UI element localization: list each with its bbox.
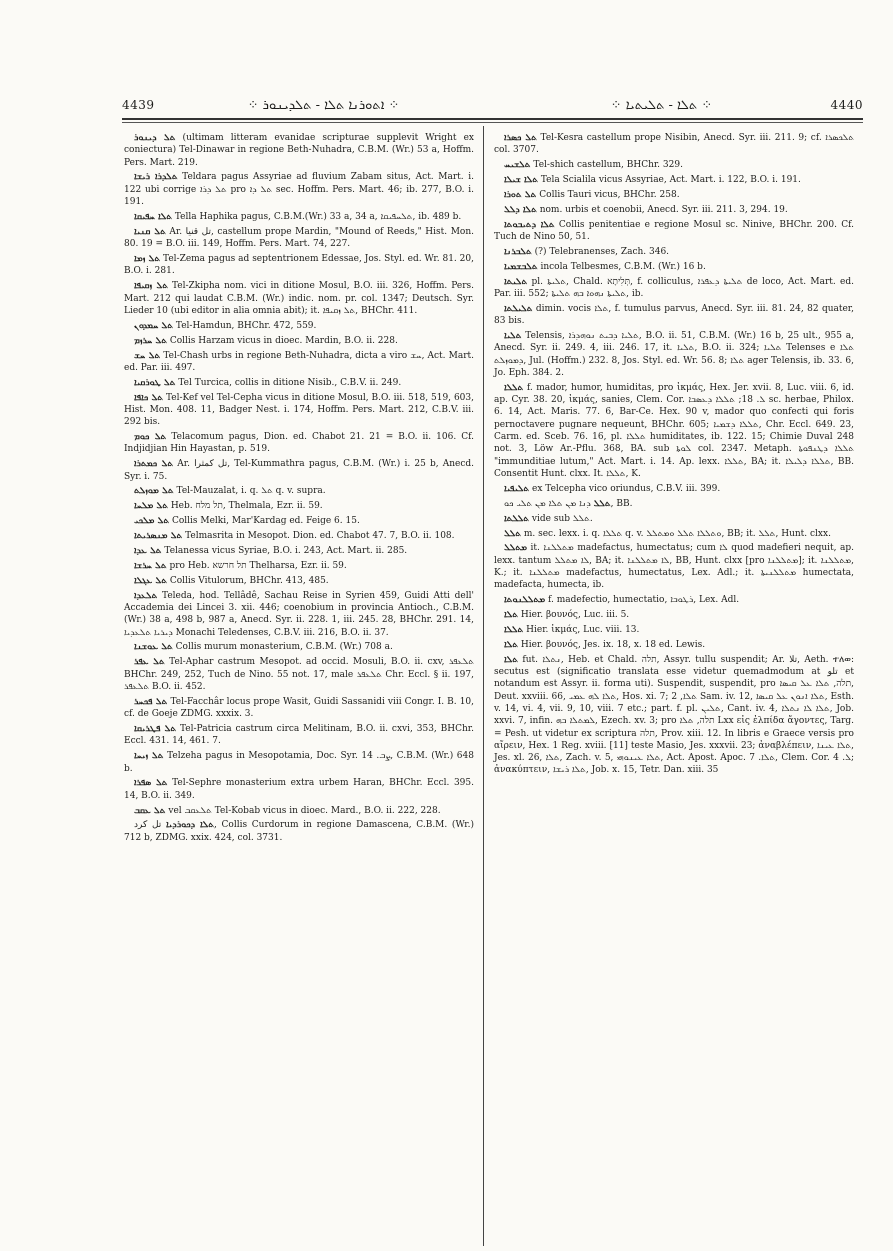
dictionary-entry xyxy=(124,392,474,429)
entry-text: Hier. ἰκμάς, Luc. viii. 13. xyxy=(523,624,640,635)
entry-text: Ar. تل كمثرا, Tel-Kummathra pagus, C.B.M. (Wr.) i. 25 b, Anecd. Syr. i. 75. xyxy=(124,459,475,482)
entry-headword: ܬܠ ܩܢܝܐ xyxy=(134,226,166,237)
entry-headword: ܬܠܒܪܢܐ xyxy=(504,246,532,257)
dictionary-entry xyxy=(124,575,474,587)
entry-headword: ܡܬܠܠܢܘܬܐ xyxy=(504,595,546,606)
entry-headword: ܬܠܝܦܝܐ xyxy=(504,483,530,494)
entry-headword: ܬܠܐ ܫܝܠܐ xyxy=(504,175,538,186)
entry-headword: ܬܠܒܫܡܝܐ xyxy=(504,261,538,272)
dictionary-entry xyxy=(124,530,474,542)
entry-headword: ܬܠܐ xyxy=(504,610,518,621)
entry-text: Telensis, ܬܠܝܐ ܕܒܝܬ ܢܘܗܕܪܐ, B.O. ii. 51, C.B.M. (Wr.) 16 b, 25 ult., 955 a, Anecd. Syr. ii. 249. 4, iii. 246. 17, it. ܬܠܝܐ, B.O. ii. 324; ܬܠܝܐ Telenses e ܬܠܐ ܕܡܘܙܠܬ, Jul. (Hoffm.) 232. 8, Jos. Styl. ed. Wr. 56. 8; ܬܠܐ ager Telensis, ib. 33. 6, Jo. Eph. 384. 2. xyxy=(494,331,854,378)
entry-headword: ܬܠܠܐ xyxy=(504,624,524,635)
entry-headword: ܬܠ ܦܛܪܝܩܐ xyxy=(134,724,177,735)
entry-text: Teldara pagus Assyriae ad fluvium Zabam situs, Act. Mart. i. 122 ubi corrige ܬܠ ܕܪܐ pro ܬܠ ܕܐ sec. Hoffm. Pers. Mart. 46; ib. 277, B.O. i. 191. xyxy=(124,172,474,208)
dictionary-entry xyxy=(124,750,474,775)
entry-headword: ܬܠ ܚܡܕܘܢ xyxy=(134,320,174,331)
dictionary-entry xyxy=(494,483,854,495)
entry-headword: ܬܠ ܚܪܙܡ xyxy=(134,335,167,346)
entry-text: Heb. תל מלח, Thelmala, Ezr. ii. 59. xyxy=(167,501,323,512)
entry-headword: ܬܠ ܟܐܦܐ xyxy=(134,392,164,403)
dictionary-entry xyxy=(494,654,854,777)
header-left xyxy=(122,98,493,113)
entry-text: Tel Turcica, collis in ditione Nisib., C.B.V. ii. 249. xyxy=(175,377,402,388)
entry-text: Telacomum pagus, Dion. ed. Chabot 21. 21 = B.O. ii. 106. Cf. Indjidjian Hin Hayastan, p. 519. xyxy=(124,432,475,455)
header-double-rule xyxy=(122,122,863,123)
entry-text: vide sub ܬܠܠ. xyxy=(529,513,593,524)
header-right xyxy=(493,98,864,113)
dictionary-entry xyxy=(494,261,854,273)
entry-headword: ܬܠ ܡܠܚܐ xyxy=(134,501,168,512)
entry-headword: ܬܠ ܥܩܒ xyxy=(134,805,166,816)
entry-text: Tel-Mauzalat, i. q. ܬܠ q. v. supra. xyxy=(173,486,326,497)
left-column xyxy=(124,132,474,847)
dictionary-entry xyxy=(494,498,854,510)
dictionary-entry xyxy=(494,219,854,244)
dictionary-entry xyxy=(494,159,854,171)
dictionary-entry xyxy=(494,639,854,651)
dictionary-entry xyxy=(124,777,474,802)
dictionary-entry xyxy=(124,377,474,389)
dictionary-entry xyxy=(494,189,854,201)
entry-headword: ܬܠܝܬܐ xyxy=(504,276,528,287)
entry-text: incola Telbesmes, C.B.M. (Wr.) 16 b. xyxy=(537,261,706,272)
entry-text: Tela Scialila vicus Assyriae, Act. Mart. i. 122, B.O. i. 191. xyxy=(538,175,801,186)
entry-text: Tel-Zema pagus ad septentrionem Edessae, Jos. Styl. ed. Wr. 81. 20, B.O. i. 281. xyxy=(124,254,474,277)
entry-headword: ܡܬܠܠ xyxy=(504,543,528,554)
entry-headword: ܬܠ ܙܩܝܦܐ xyxy=(134,281,168,292)
entry-text: Collis Harzam vicus in dioec. Mardin, B.O. ii. 228. xyxy=(166,335,398,346)
entry-headword: ܬܠܠܐ xyxy=(504,382,524,393)
dictionary-entry xyxy=(494,303,854,328)
dictionary-entry xyxy=(124,211,474,223)
entry-headword: ܬܠ ܟܘܡ xyxy=(134,432,167,443)
entry-headword: ܬܠ ܬܘܪܐ xyxy=(504,189,537,200)
entry-headword: ܬܠܫܝܚ xyxy=(504,160,531,171)
entry-headword: ܬܠ ܚܪܫܐ xyxy=(134,560,167,571)
entry-headword: ܬܠܐ xyxy=(504,654,518,665)
entry-text: Tella Haphika pagus, C.B.M.(Wr.) 33 a, 34 a, ܬܠܚܦܝܩܐ, ib. 489 b. xyxy=(172,211,462,222)
dictionary-entry xyxy=(494,609,854,621)
entry-text: (ultimam litteram evanidae scripturae supplevit Wright ex coniectura) Tel-Dinawar in regione Beth-Nuhadra, C.B.M. (Wr.) 53 a, Hoffm. Pers. Mart. 219. xyxy=(124,133,474,168)
entry-headword: ܬܠܕܪܐ ܪܝܫܐ xyxy=(134,172,178,183)
dictionary-entry xyxy=(124,723,474,748)
entry-headword: ܬܠܝܠܬܐ xyxy=(504,303,533,314)
entry-headword: ܬܠ ܥܘܫܢܐ xyxy=(134,642,173,653)
entry-headword: ܬܠ ܛܘܪܩܝܐ xyxy=(134,377,176,388)
dictionary-entry xyxy=(494,528,854,540)
dictionary-entry xyxy=(494,513,854,525)
entry-text: Telzeha pagus in Mesopotamia, Doc. Syr. ܨܒ. 14, C.B.M. (Wr.) 648 b. xyxy=(124,751,474,774)
dictionary-entry xyxy=(124,458,474,483)
entry-headword: ܬܠܐ xyxy=(504,639,518,650)
entry-text: Collis Melki, Mar'Kardag ed. Feige 6. 15. xyxy=(169,516,360,527)
dictionary-entry xyxy=(494,204,854,216)
entry-text: Tel-shich castellum, BHChr. 329. xyxy=(530,160,683,171)
entry-headword: ܬܠܐ ܚܦܝܩܐ xyxy=(134,211,172,222)
entry-headword: ܬܠ ܣܦܪܐ xyxy=(134,778,168,789)
dictionary-entry xyxy=(494,624,854,636)
dictionary-entry xyxy=(124,656,474,693)
entry-text: ex Telcepha vico oriundus, C.B.V. iii. 399. xyxy=(529,483,721,494)
left-page-number: 4439 xyxy=(122,98,155,112)
dictionary-entry xyxy=(124,431,474,456)
dictionary-entry xyxy=(124,171,474,208)
entry-headword: ܬܠ ܙܝܚܐ xyxy=(134,751,164,762)
dictionary-entry xyxy=(124,350,474,375)
entry-headword: ܬܠ ܡܢܣܪܝܬܐ xyxy=(134,531,183,542)
entry-text: Collis Vitulorum, BHChr. 413, 485. xyxy=(166,575,329,586)
dictionary-entry xyxy=(124,819,474,844)
entry-text: (?) Telebranenses, Zach. 346. xyxy=(531,246,670,257)
entry-headword: ܬܠܐ ܕܟܘܪܕܝܐ xyxy=(165,820,214,831)
entry-text: Ar. تل قنيا, castellum prope Mardin, "Mound of Reeds," Hist. Mon. 80. 19 = B.O. iii. 149, Hoffm. Pers. Mart. 74, 227. xyxy=(124,226,474,250)
entry-text: pl. ܬܠܝܬܐ, Chald. תְּלִיתָא, f. colliculus, ܬܠܝܬܐ ܕܥܦܪܐ de loco, Act. Mart. ed. Par. iii. 552; ܬܠܝܬܐ ܢܗܘܐ ܒܗ ܬܠܝܬܐ, ib. xyxy=(494,276,854,300)
dictionary-entry xyxy=(494,542,854,591)
entry-text: تل كرد, Collis Curdorum in regione Damascena, C.B.M. (Wr.) 712 b, ZDMG. xxix. 424, col. 3731. xyxy=(124,820,474,843)
entry-headword: ܬܠ ܟܡܬܪܐ xyxy=(134,459,174,470)
entry-text: Teleda, hod. Tellâdê, Sachau Reise in Syrien 459, Guidi Atti dell' Accademia dei Lincei 3. xii. 446; coenobium in provincia Antioch., C.B.M. (Wr.) 38 a, 498 b, 987 a, Anecd. Syr. ii. 228. 1, iii. 245. 28, BHChr. 291. 14, ܕܝܪܝܐ ܬܠܥܕܝܐ Monachi Teledenses, C.B.V. iii. 216, B.O. ii. 37. xyxy=(124,590,474,638)
dictionary-entry xyxy=(124,226,474,251)
column-divider xyxy=(483,126,484,1246)
entry-text: Tel-Hamdun, BHChr. 472, 559. xyxy=(173,320,317,331)
entry-headword: ܬܠ ܚܫ xyxy=(134,350,161,361)
entry-text: Tel-Kesra castellum prope Nisibin, Anecd. Syr. iii. 211. 9; cf. ܬܠܟܣܪܐ col. 3707. xyxy=(494,133,855,156)
right-column xyxy=(494,132,854,779)
entry-text: fut. ܢܬܠܐ, Heb. et Chald. תלה, Assyr. tullu suspendit; Ar. تلا, Aeth. ተለወ: secutus est (significatio translata esse videtur quemadmodum at تلو et notandum est Assyr. ii. forma uti). Suspendit, suspendit, pro תלה, ܬܠܐ ܥܠ ܩܝܣܐ, Deut. xxviii. 66, ܬܠܐ ܠܗ ܥܡܝ, Hos. xi. 7; ܬܠܐ, 2 Sam. iv. 12, ܬܠܐ ܐܢܘܢ ܥܠ ܩܝܣܐ, Esth. v. 14, vi. 4, vii. 9, 10, viii. 7 etc.; part. f. pl. ܬܠܝܢ, Cant. iv. 4, ܬܠܐ ܠܐ ܢܬܠܐ, Job. xxvi. 7, infin. ܠܡܬܠܐ ܒܗ, Ezech. xv. 3; pro תלה, ܬܠܐ Lxx εἰς ἐλπίδα ἄγοντες, Targ. = Pesh. ut videtur ex scriptura תלה, Prov. xiii. 12. In libris e Graece versis pro αἴρειν, Hex. 1 Reg. xviii. [11] teste Masio, Jes. xxxvii. 23; ἀναβλέπειν, ܬܠܐ ܥܝܢܐ, Jes. xl. 26, ܬܠܐ, Zach. v. 5, ܬܠܐ ܥܝܢܘܗܝ, Act. Apost. Apoc. ܬܠܐ. 7, Clem. Cor. ܠ. 4; ἀνακύπτειν, ܬܠܐ ܪܝܫܐ, Job. x. 15, Tetr. Dan. xiii. 35 xyxy=(494,654,855,776)
entry-text: Collis penitentiae e regione Mosul sc. Ninive, BHChr. 200. Cf. Tuch de Nino 50, 51. xyxy=(494,219,854,243)
entry-text: Tel-Chash urbs in regione Beth-Nuhadra, dicta a viro ܚܫ, Act. Mart. ed. Par. iii. 497. xyxy=(124,350,474,373)
entry-headword: ܬܠܠ xyxy=(504,528,521,539)
entry-text: vel ܬܠܥܩܒ Tel-Kobab vicus in dioec. Mard., B.O. ii. 222, 228. xyxy=(165,805,441,816)
entry-text: Collis murum monasterium, C.B.M. (Wr.) 708 a. xyxy=(172,642,393,653)
entry-text: Tel-Kef vel Tel-Cepha vicus in ditione Mosul, B.O. iii. 518, 519, 603, Hist. Mon. 408. 11, Badger Nest. i. 174, Hoffm. Pers. Mart. 212, C.B.V. iii. 292 bis. xyxy=(124,392,474,428)
left-running-head: ⁘ ܐܬܘܪܢܐ ܬܠܐ - ܬܠܕܝܢܘܪ ⁘ xyxy=(247,97,400,113)
entry-headword: ܬܠܐ ܕܠܠ xyxy=(504,204,537,215)
dictionary-entry xyxy=(124,485,474,497)
dictionary-entry xyxy=(124,641,474,653)
dictionary-entry xyxy=(124,320,474,332)
entry-text: ܕܢܐ ܡܢ ܬܠܐ ܡܢ ܬܠܝ ܟܘ, BB. xyxy=(504,498,633,509)
entry-text: Tel-Sephre monasterium extra urbem Haran, BHChr. Eccl. 395. 14, B.O. ii. 349. xyxy=(124,778,474,801)
dictionary-entry xyxy=(124,515,474,527)
dictionary-entry xyxy=(494,330,854,379)
dictionary-entry xyxy=(124,590,474,639)
entry-text: pro Heb. תל חרשא Thelharsa, Ezr. ii. 59. xyxy=(166,560,347,571)
dictionary-entry xyxy=(124,545,474,557)
entry-headword: ܬܠ ܟܣܪܐ xyxy=(504,133,537,143)
entry-text: f. mador, humor, humiditas, pro ἰκμάς, Hex. Jer. xvii. 8, Luc. viii. 6, id. ap. Cyr. 38. 20, ἰκμάς, sanies, Clem. Cor. ܠ. 18; ܬܠܠܐ ܕܥܣܒܐ sc. herbae, Philox. 6. 14, Act. Maris. 77. 6, Bar-Ce. Hex. 90 v, mador quo confecti qui foris pernoctavere pugnare nequeunt, BHChr. 605; ܬܠܠܐ ܕܫܡܝܐ, Chr. Eccl. 649. 23, Carm. ed. Sceb. 76. 16, pl. ܬܠܠܐ humiditates, ib. 122. 15; Chimie Duval 248 not. 3, Löw Ar.-Pflu. 368, BA. sub ܠܘܬܐ col. 2347. Metaph. ܬܠܠܐ ܕܛܢܦܘܬܐ "immunditiae lutum," Act. Mart. i. 14. Ap. lexx. ܬܠܠܐ, BA; it. ܬܠܠܐ ܕܠܝܠܐ, BB. Consentit Hunt. clxx. It. ܬܠܠܐ, K. xyxy=(494,382,855,479)
entry-headword: ܬܠ ܙܡܐ xyxy=(134,254,161,265)
dictionary-entry xyxy=(494,132,854,157)
entry-headword: ܬܠܥܕܐ xyxy=(134,590,158,601)
entry-headword: ܬܠ ܥܦܪ xyxy=(134,657,165,668)
entry-text: m. sec. lexx. i. q. ܬܠܠܐ q. v. ܘܬܠܠܐ ܬܠܠ ܘܡܬܠܠ, BB; it. ܬܠܠ, Hunt. clxx. xyxy=(521,528,831,539)
entry-text: f. madefectio, humectatio, ܪܛܘܒܐ, Lex. Adl. xyxy=(545,595,740,606)
entry-text: Telmasrita in Mesopot. Dion. ed. Chabot 47. 7, B.O. ii. 108. xyxy=(182,531,455,542)
entry-text: Tel-Aphar castrum Mesopot. ad occid. Mosuli, B.O. ii. cxv, ܬܠܥܦܪ BHChr. 249, 252, Tuch de Nino. 55 not. 17, male ܬܠܥܦܪ Chr. Eccl. § ii. 197, ܬܠܥܦܪ B.O. ii. 452. xyxy=(124,657,474,692)
dictionary-entry xyxy=(124,805,474,817)
entry-headword: ܬܠ ܡܘܙܠܬ xyxy=(134,486,174,497)
dictionary-entry xyxy=(124,500,474,512)
dictionary-entry xyxy=(124,560,474,572)
entry-headword: ܬܠ ܡܠܟܝ xyxy=(134,516,170,527)
dictionary-entry xyxy=(124,280,474,317)
entry-headword: ܬܠܠ xyxy=(593,498,611,509)
dictionary-entry xyxy=(494,594,854,606)
entry-headword: ܬܠܝܐ xyxy=(504,331,522,342)
entry-headword: ܬܠ ܥܕܐ xyxy=(134,546,162,556)
dictionary-entry xyxy=(494,382,854,480)
entry-text: Tel-Patricia castrum circa Melitinam, B.O. ii. cxvi, 353, BHChr. Eccl. 431. 14, 461. 7. xyxy=(124,724,474,747)
entry-text: nom. urbis et coenobii, Anecd. Syr. iii. 211. 3, 294. 19. xyxy=(536,204,788,215)
entry-headword: ܬܠܐ ܕܬܝܒܘܬܐ xyxy=(504,219,555,230)
dictionary-entry xyxy=(124,132,474,169)
dictionary-entry xyxy=(124,253,474,278)
entry-text: Hier. βουνός, Jes. ix. 18, x. 18 ed. Lewis. xyxy=(518,639,706,650)
right-running-head: ⁘ ܬܠܐ - ܬܠܝܬܝܐ ⁘ xyxy=(610,97,713,113)
dictionary-entry xyxy=(124,696,474,721)
entry-text: Telanessa vicus Syriae, B.O. i. 243, Act. Mart. ii. 285. xyxy=(161,546,408,556)
entry-text: Hier. βουνός, Luc. iii. 5. xyxy=(518,610,630,621)
entry-headword: ܬܠ ܦܟܚܪ xyxy=(134,696,168,707)
entry-headword: ܬܠ ܥܓܠܐ xyxy=(134,575,167,586)
entry-text: Tel-Zkipha nom. vici in ditione Mosul, B.O. iii. 326, Hoffm. Pers. Mart. 212 qui laudat C.B.M. (Wr.) indic. nom. pr. col. 1347; Deutsch. Syr. Lieder 10 (ubi editor in alia omnia abit); it. ܬܠ ܙܩܝܦܐ, BHChr. 411. xyxy=(124,281,474,316)
dictionary-entry xyxy=(494,276,854,301)
right-page-number: 4440 xyxy=(830,98,863,112)
page-header xyxy=(122,92,863,120)
entry-text: it. ܡܬܠܠܢܐ madefactus, humectatus; cum ܠܐ quod madefieri nequit, ap. lexx. tantum ܠܐ ܡܬܠܠ, BA; it. ܠܐ ܡܬܠܠܢܐ, BB, Hunt. clxx [pro ܡܬܠܠܢܐ]; it. ܡܬܠܠܢܐ, K.; it. ܡܬܠܠܢܐ madefactus, humectatus, Lex. Adl.; it. ܡܬܠܠܢܝܬܐ humectata, madefacta, humecta, ib. xyxy=(494,543,855,591)
entry-headword: ܬܠܠܬܐ xyxy=(504,513,530,524)
entry-text: Tel-Facchâr locus prope Wasit, Guidi Sassanidi viii Congr. I. B. 10, cf. de Goeje ZDMG. xxxix. 3. xyxy=(124,696,475,720)
dictionary-entry xyxy=(494,174,854,186)
entry-text: dimin. vocis ܬܠܐ, f. tumulus parvus, Anecd. Syr. iii. 81. 24, 82 quater, 83 bis. xyxy=(494,303,854,327)
entry-headword: ܬܠ ܕܝܢܘܪ xyxy=(134,133,176,143)
dictionary-entry xyxy=(494,246,854,258)
dictionary-entry xyxy=(124,335,474,347)
entry-text: Collis Tauri vicus, BHChr. 258. xyxy=(536,189,680,200)
